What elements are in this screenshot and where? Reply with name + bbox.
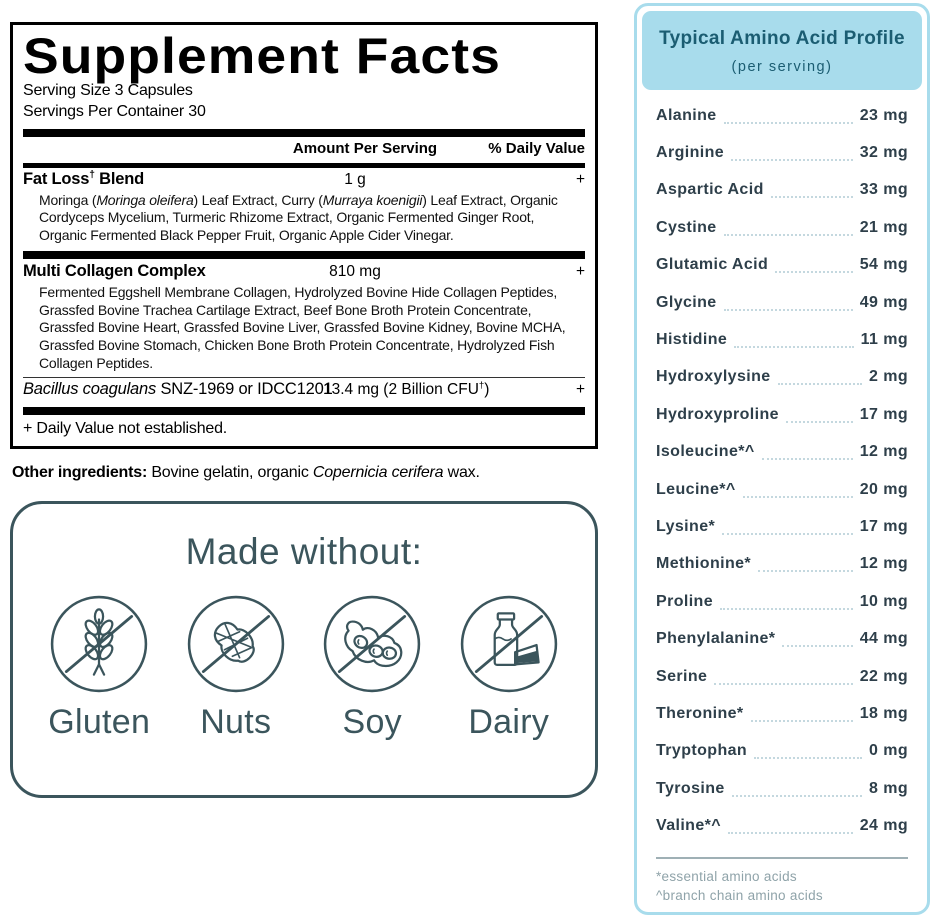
made-without-item-soy — [304, 593, 441, 742]
daily-value-header: % Daily Value — [488, 139, 585, 157]
made-without-item-dairy — [441, 593, 578, 742]
amino-name: Isoleucine*^ — [656, 443, 755, 461]
amino-panel-header — [642, 11, 922, 90]
supplement-facts-title: Supplement Facts — [23, 28, 501, 84]
thick-divider — [23, 251, 585, 259]
amino-row — [656, 546, 908, 583]
amino-name: Arginine — [656, 144, 725, 162]
amino-row — [656, 321, 908, 358]
dotted-leader — [714, 669, 852, 685]
peanut-icon — [185, 593, 287, 695]
amino-rows — [642, 90, 922, 845]
ingredient-row-collagen-complex — [23, 262, 585, 283]
amino-row — [656, 620, 908, 657]
branch-chain-footnote: ^branch chain amino acids — [656, 887, 823, 903]
dotted-leader — [732, 781, 862, 797]
dotted-leader — [728, 818, 853, 834]
amino-name: Aspartic Acid — [656, 181, 764, 199]
amino-name: Serine — [656, 667, 708, 685]
dotted-leader — [724, 108, 853, 124]
amino-name: Theronine* — [656, 704, 744, 722]
fat-loss-blend-dv: + — [575, 170, 585, 188]
amino-name: Lysine* — [656, 517, 716, 535]
amino-panel-subtitle: (per serving) — [731, 59, 833, 75]
amino-value: 32 mg — [859, 144, 908, 162]
dotted-leader — [722, 519, 853, 535]
amino-name: Hydroxyproline — [656, 405, 779, 423]
thin-divider — [23, 377, 585, 378]
amino-value: 17 mg — [859, 517, 908, 535]
amino-name: Glutamic Acid — [656, 256, 769, 274]
made-without-label: Gluten — [48, 702, 151, 741]
daily-value-footnote: + Daily Value not established. — [23, 419, 228, 437]
amino-row — [656, 695, 908, 732]
essential-footnote: *essential amino acids — [656, 868, 797, 884]
made-without-label: Soy — [342, 702, 402, 741]
dotted-leader — [775, 257, 853, 273]
dotted-leader — [754, 743, 862, 759]
amino-value: 22 mg — [859, 667, 908, 685]
amino-value: 11 mg — [860, 331, 908, 349]
amino-name: Phenylalanine* — [656, 630, 776, 648]
amino-name: Cystine — [656, 218, 717, 236]
made-without-title: Made without: — [185, 530, 423, 572]
fat-loss-blend-name: Fat Loss† Blend — [23, 169, 144, 188]
soybean-icon — [321, 593, 423, 695]
amino-row — [656, 434, 908, 471]
amino-row — [656, 471, 908, 508]
amino-name: Valine*^ — [656, 817, 722, 835]
amino-row — [656, 733, 908, 770]
ingredient-row-probiotic — [23, 380, 585, 401]
dotted-leader — [731, 145, 853, 161]
amino-row — [656, 209, 908, 246]
amino-value: 49 mg — [859, 293, 908, 311]
dotted-leader — [778, 369, 862, 385]
amino-value: 10 mg — [859, 592, 908, 610]
thick-divider — [23, 129, 585, 137]
dotted-leader — [724, 295, 853, 311]
left-column — [10, 22, 598, 798]
amino-value: 2 mg — [869, 368, 908, 386]
dotted-leader — [758, 556, 853, 572]
amino-value: 20 mg — [859, 480, 908, 498]
amino-value: 18 mg — [859, 704, 908, 722]
made-without-item-gluten — [31, 593, 168, 742]
dotted-leader — [734, 332, 853, 348]
amino-value: 12 mg — [859, 555, 908, 573]
wheat-icon — [48, 593, 150, 695]
column-header-row — [23, 140, 585, 161]
collagen-complex-dv: + — [575, 262, 585, 280]
probiotic-amount: 13.4 mg (2 Billion CFU†) — [323, 379, 490, 398]
fat-loss-blend-ingredients: Moringa (Moringa oleifera) Leaf Extract, Curry (Murraya koenigii) Leaf Extract, Organic Cordyceps Mycelium, Turmeric Rhizome Extract, Organic Fermented Ginger Root, Organic Fermented Black Pepper Fruit, Organic Apple Cider Vinegar. — [39, 191, 558, 244]
other-ingredients: Other ingredients: Bovine gelatin, organic Copernicia cerifera wax. — [12, 463, 480, 481]
amino-row — [656, 172, 908, 209]
amino-value: 8 mg — [869, 779, 908, 797]
dotted-leader — [751, 706, 853, 722]
amino-row — [656, 583, 908, 620]
made-without-label: Nuts — [200, 702, 272, 741]
dotted-leader — [762, 444, 853, 460]
amino-name: Histidine — [656, 331, 728, 349]
amino-name: Alanine — [656, 106, 717, 124]
serving-size: Serving Size 3 Capsules — [23, 82, 193, 99]
amino-value: 24 mg — [859, 817, 908, 835]
amino-value: 0 mg — [869, 742, 908, 760]
amino-value: 54 mg — [859, 256, 908, 274]
fat-loss-blend-amount: 1 g — [344, 170, 366, 188]
milk-bottle-cheese-icon — [458, 593, 560, 695]
thick-divider — [23, 407, 585, 415]
dotted-leader — [771, 182, 853, 198]
amino-row — [656, 807, 908, 844]
collagen-complex-amount: 810 mg — [329, 262, 381, 280]
amino-acid-panel — [634, 3, 930, 915]
made-without-panel — [10, 501, 598, 798]
dotted-leader — [782, 631, 852, 647]
amino-value: 33 mg — [859, 181, 908, 199]
dotted-leader — [724, 220, 853, 236]
amino-value: 21 mg — [859, 218, 908, 236]
amino-row — [656, 508, 908, 545]
amino-row — [656, 770, 908, 807]
amino-row — [656, 658, 908, 695]
amino-row — [656, 284, 908, 321]
amino-row — [656, 359, 908, 396]
amino-value: 44 mg — [859, 630, 908, 648]
amino-row — [656, 396, 908, 433]
dotted-leader — [743, 482, 853, 498]
amino-name: Leucine*^ — [656, 480, 736, 498]
medium-divider — [23, 163, 585, 168]
amino-name: Tryptophan — [656, 742, 748, 760]
dotted-leader — [720, 594, 853, 610]
collagen-complex-ingredients: Fermented Eggshell Membrane Collagen, Hydrolyzed Bovine Hide Collagen Peptides, Grassfed Bovine Trachea Cartilage Extract, Beef Bone Broth Protein Concentrate, Grassfed Bovine Heart, Grassfed Bovine Liver, Grassfed Bovine Kidney, Bovine MCHA, Grassfed Bovine Stomach, Chicken Bone Broth Protein Concentrate, Hydrolyzed Fish Collagen Peptides. — [39, 283, 566, 371]
made-without-label: Dairy — [468, 702, 550, 741]
servings-per-container: Servings Per Container 30 — [23, 102, 206, 120]
ingredient-row-fat-loss-blend — [23, 170, 585, 191]
amino-row — [656, 97, 908, 134]
made-without-item-nuts — [168, 593, 305, 742]
amino-name: Proline — [656, 592, 714, 610]
amino-value: 17 mg — [859, 405, 908, 423]
footnote-divider — [656, 857, 908, 859]
amount-per-serving-header: Amount Per Serving — [292, 139, 438, 157]
amino-row — [656, 134, 908, 171]
supplement-facts-panel — [10, 22, 598, 449]
amino-panel-title: Typical Amino Acid Profile — [659, 28, 905, 49]
collagen-complex-name: Multi Collagen Complex — [23, 261, 206, 280]
amino-name: Methionine* — [656, 555, 752, 573]
probiotic-name: Bacillus coagulans SNZ-1969 or IDCC1201 — [23, 379, 333, 398]
amino-name: Glycine — [656, 293, 717, 311]
probiotic-dv: + — [575, 380, 585, 398]
amino-row — [656, 247, 908, 284]
amino-value: 23 mg — [859, 106, 908, 124]
amino-value: 12 mg — [859, 443, 908, 461]
amino-name: Hydroxylysine — [656, 368, 771, 386]
amino-name: Tyrosine — [656, 779, 725, 797]
made-without-icons-row — [13, 593, 595, 742]
dotted-leader — [786, 407, 853, 423]
